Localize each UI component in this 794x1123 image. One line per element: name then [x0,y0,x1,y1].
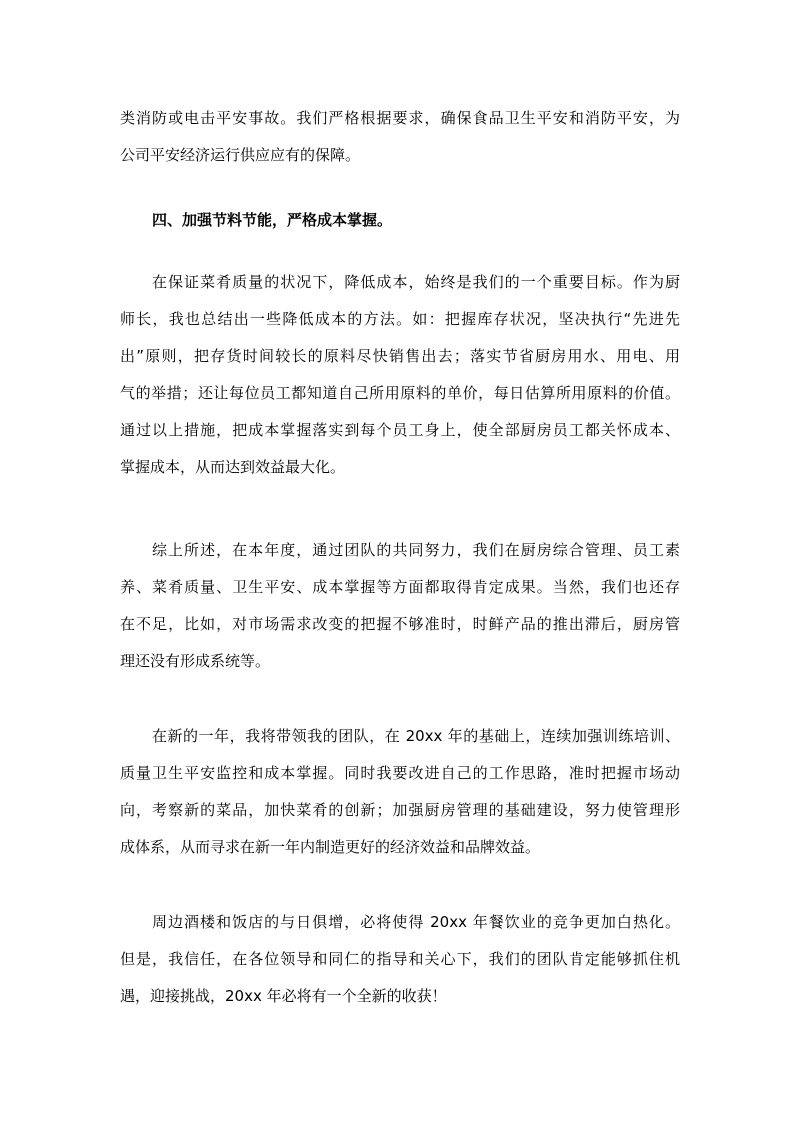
text-line: 掌握成本，从而达到效益最大化。 [120,458,346,476]
text-line: 成体系，从而寻求在新一年内制造更好的经济效益和品牌效益。 [120,838,541,856]
text-line: 师长，我也总结出一些降低成本的方法。如：把握库存状况，坚决执行“先进先 [120,310,680,328]
text-line: 类消防或电击平安事故。我们严格根据要求，确保食品卫生平安和消防平安，为 [120,109,680,127]
text-line: 理还没有形成系统等。 [120,652,271,670]
text-line: 质量卫生平安监控和成本掌握。同时我要改进自己的工作思路，准时把握市场动 [120,764,680,782]
text-line: 向，考察新的菜品，加快菜肴的创新；加强厨房管理的基础建设，努力使管理形 [120,801,680,819]
text-line: 出”原则，把存货时间较长的原料尽快销售出去；落实节省厨房用水、用电、用 [120,347,680,365]
text-line: 但是，我信任，在各位领导和同仁的指导和关心下，我们的团队肯定能够抓住机 [120,950,680,968]
text-line: 遇，迎接挑战，20xx 年必将有一个全新的收获！ [120,987,447,1005]
text-line: 周边酒楼和饭店的与日俱增，必将使得 20xx 年餐饮业的竞争更加白热化。 [152,913,680,931]
section-heading-block [120,202,680,239]
section-heading: 四、加强节料节能，严格成本掌握。 [152,211,393,229]
text-line: 公司平安经济运行供应应有的保障。 [120,146,361,164]
paragraph-continuation [120,100,680,174]
paragraph-cost-control [120,264,680,486]
text-line: 气的举措；还让每位员工都知道自己所用原料的单价，每日估算所用原料的价值。 [120,384,680,402]
paragraph-outlook [120,904,680,1015]
paragraph-new-year-plan [120,718,680,866]
text-line: 通过以上措施，把成本掌握落实到每个员工身上，使全部厨房员工都关怀成本、 [120,421,680,439]
paragraph-summary [120,532,680,680]
text-line: 养、菜肴质量、卫生平安、成本掌握等方面都取得肯定成果。当然，我们也还存 [120,578,680,596]
text-line: 在新的一年，我将带领我的团队，在 20xx 年的基础上，连续加强训练培训、 [152,727,680,745]
text-line: 在不足，比如，对市场需求改变的把握不够准时，时鲜产品的推出滞后，厨房管 [120,615,680,633]
text-line: 在保证菜肴质量的状况下，降低成本，始终是我们的一个重要目标。作为厨 [152,273,680,291]
text-line: 综上所述，在本年度，通过团队的共同努力，我们在厨房综合管理、员工素 [152,541,680,559]
